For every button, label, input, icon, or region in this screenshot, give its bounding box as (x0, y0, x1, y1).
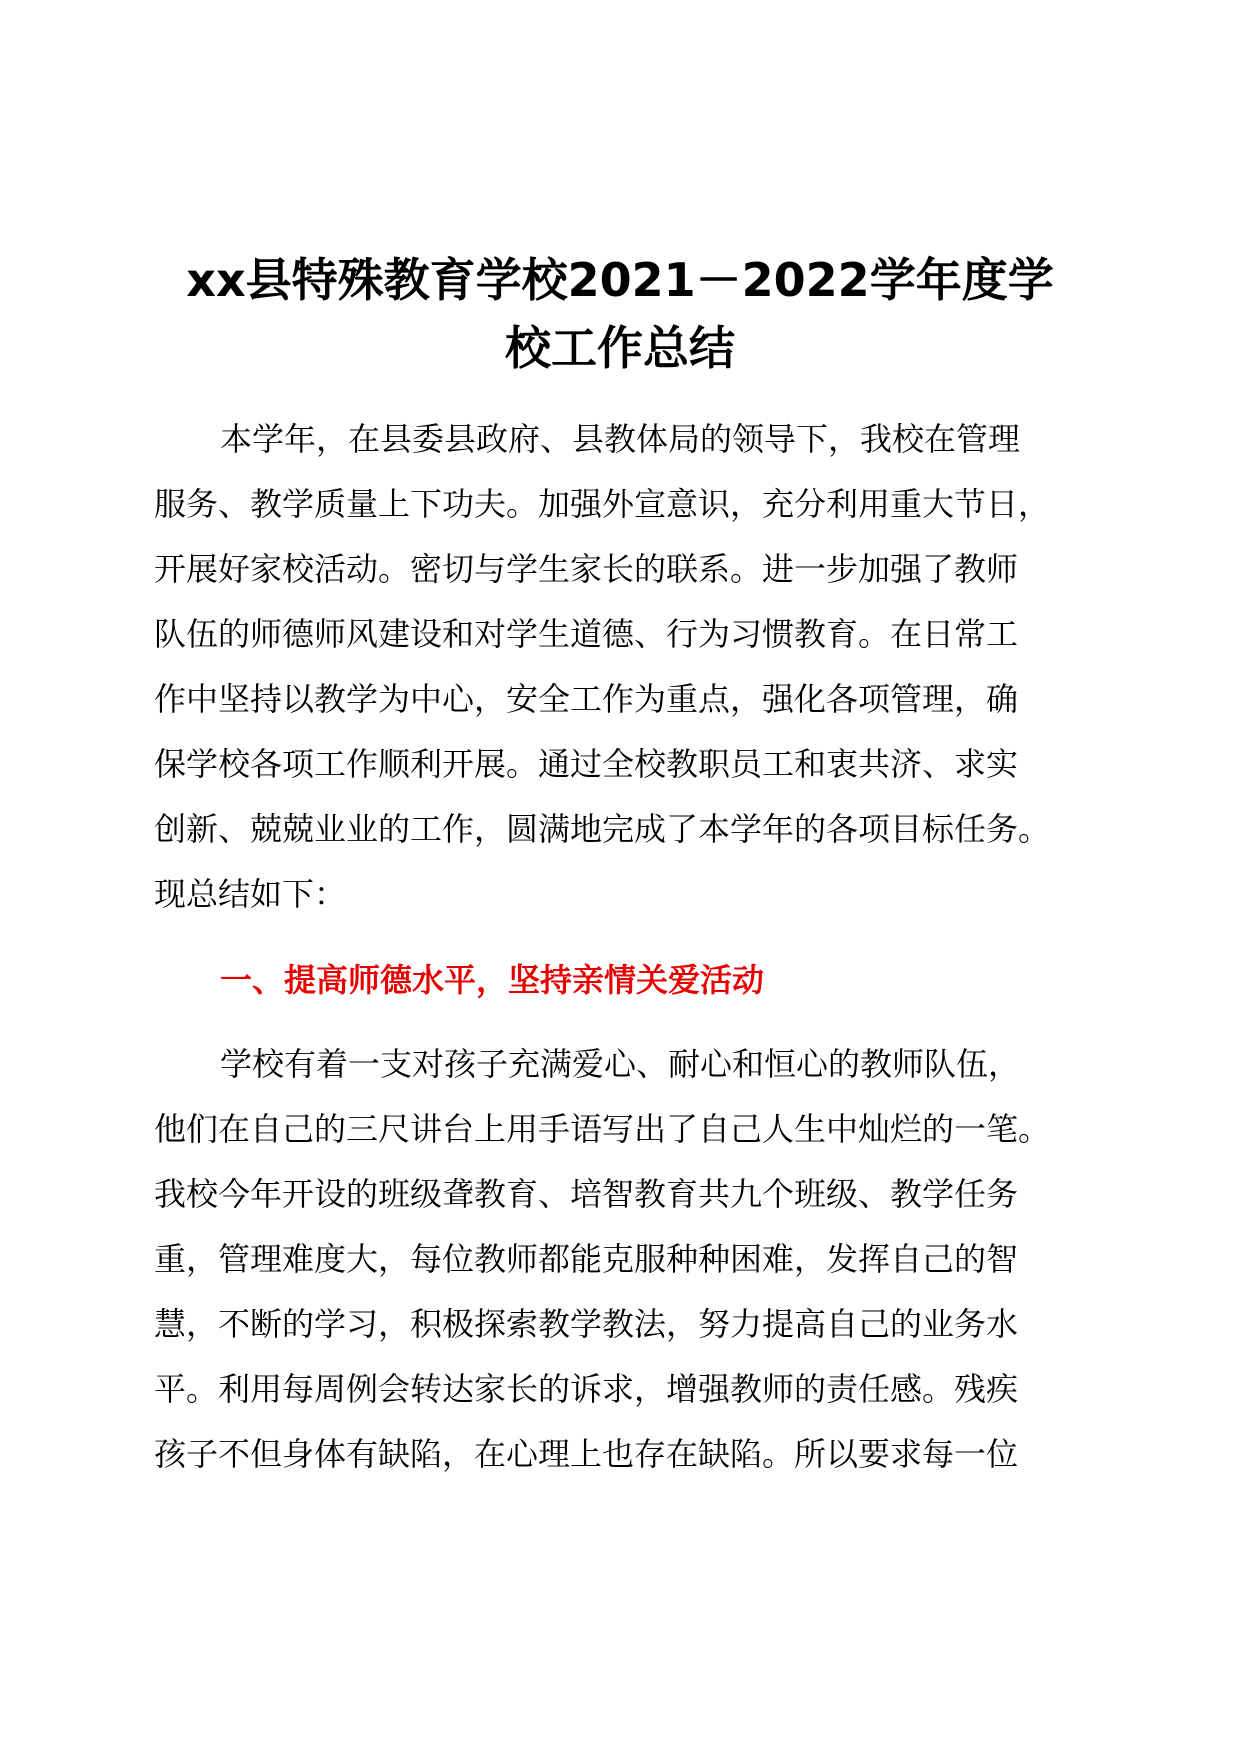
intro-paragraph (154, 407, 1090, 927)
intro-line: 开展好家校活动。密切与学生家长的联系。进一步加强了教师 (154, 550, 1019, 588)
intro-line: 作中坚持以教学为中心，安全工作为重点，强化各项管理，确 (154, 680, 1019, 718)
section-1-line: 学校有着一支对孩子充满爱心、耐心和恒心的教师队伍， (220, 1045, 1021, 1083)
intro-line: 保学校各项工作顺利开展。通过全校教职员工和衷共济、求实 (154, 745, 1019, 783)
intro-line: 队伍的师德师风建设和对学生道德、行为习惯教育。在日常工 (154, 615, 1019, 653)
intro-line: 本学年，在县委县政府、县教体局的领导下，我校在管理 (220, 420, 1021, 458)
section-1-line: 慧，不断的学习，积极探索教学教法，努力提高自己的业务水 (154, 1305, 1019, 1343)
intro-line: 服务、教学质量上下功夫。加强外宣意识，充分利用重大节日， (154, 485, 1051, 523)
document-title-line-2: 校工作总结 (505, 321, 735, 375)
section-1-line: 我校今年开设的班级聋教育、培智教育共九个班级、教学任务 (154, 1175, 1019, 1213)
section-1-line: 孩子不但身体有缺陷，在心理上也存在缺陷。所以要求每一位 (154, 1435, 1019, 1473)
document-title-line-1: xx县特殊教育学校2021－2022学年度学 (186, 253, 1054, 307)
section-1-line: 他们在自己的三尺讲台上用手语写出了自己人生中灿烂的一笔。 (154, 1110, 1051, 1148)
intro-line: 创新、兢兢业业的工作，圆满地完成了本学年的各项目标任务。 (154, 810, 1051, 848)
section-heading-1: 一、提高师德水平，坚持亲情关爱活动 (220, 961, 765, 999)
section-1-line: 平。利用每周例会转达家长的诉求，增强教师的责任感。残疾 (154, 1370, 1019, 1408)
section-1-paragraph (154, 1032, 1090, 1487)
intro-line: 现总结如下： (154, 875, 347, 913)
section-1-line: 重，管理难度大，每位教师都能克服种种困难，发挥自己的智 (154, 1240, 1019, 1278)
